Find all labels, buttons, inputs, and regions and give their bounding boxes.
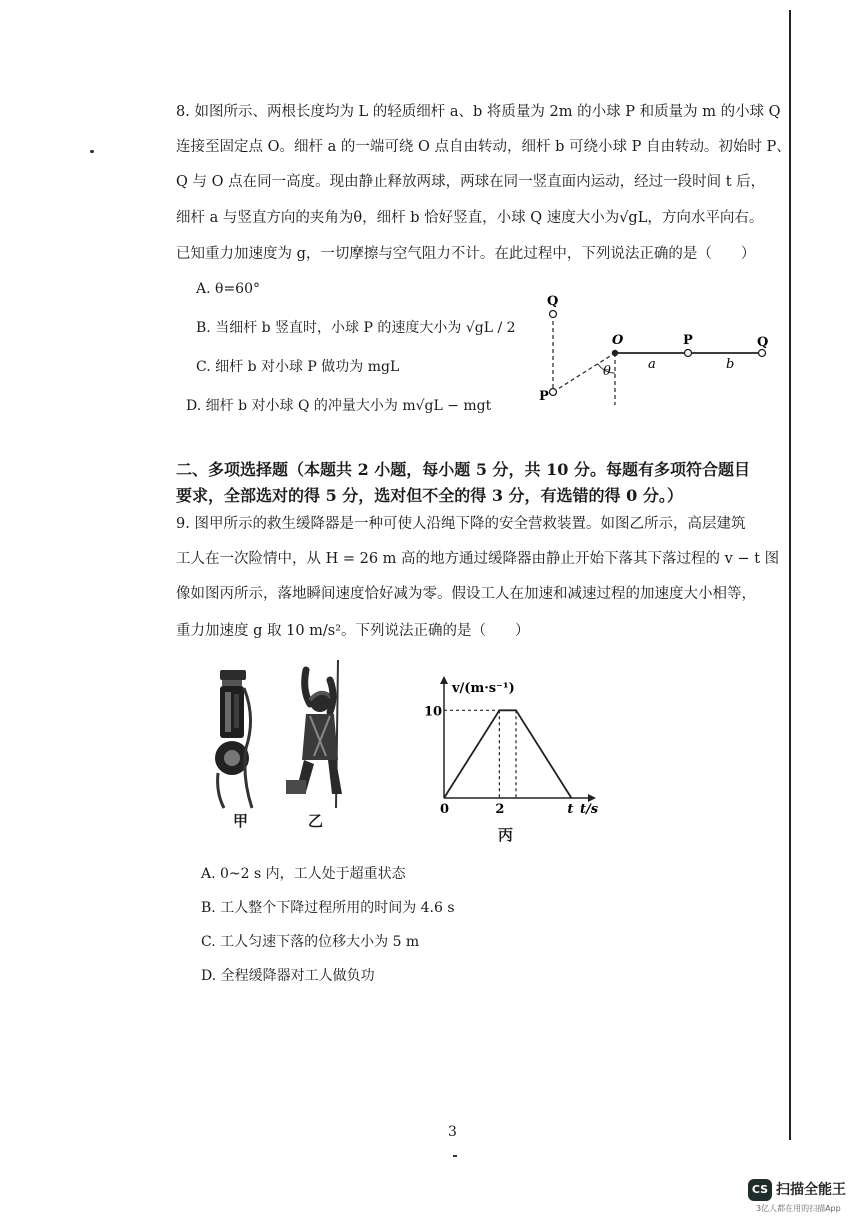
q9-option-d: D. 全程缓降器对工人做负功 <box>201 968 375 984</box>
q8-label-q-top: Q <box>547 294 559 309</box>
q8-line-2: 连接至固定点 O。细杆 a 的一端可绕 O 点自由转动，细杆 b 可绕小球 P 自由转动。初始时 P、 <box>176 139 791 155</box>
rescue-descender-photo <box>212 668 262 810</box>
page-mark <box>453 1155 457 1157</box>
q8-label-q-right: Q <box>757 335 769 350</box>
q8-line-3: Q 与 O 点在同一高度。现由静止释放两球，两球在同一竖直面内运动，经过一段时间 t 后， <box>176 174 766 190</box>
q9-line-4: 重力加速度 g 取 10 m/s²。下列说法正确的是（ ） <box>176 623 530 639</box>
vt-graph <box>400 668 610 828</box>
q8-option-a: A. θ=60° <box>196 281 260 297</box>
q9-option-c: C. 工人匀速下落的位移大小为 5 m <box>201 934 420 950</box>
scanner-watermark <box>748 1177 858 1217</box>
q8-ball-p-low <box>550 389 557 396</box>
page-number: 3 <box>448 1124 457 1140</box>
q8-ball-q-top <box>550 311 557 318</box>
q8-option-c: C. 细杆 b 对小球 P 做功为 mgL <box>196 359 400 375</box>
q8-line-5: 已知重力加速度为 g，一切摩擦与空气阻力不计。在此过程中，下列说法正确的是（ ） <box>176 246 756 262</box>
q8-ball-q-right <box>759 350 766 357</box>
q8-option-d: D. 细杆 b 对小球 Q 的冲量大小为 m√gL − mgt <box>186 398 492 414</box>
q8-rod-figure <box>530 290 780 420</box>
q9-option-a: A. 0~2 s 内，工人处于超重状态 <box>201 866 406 882</box>
q8-label-rod-a: a <box>648 357 656 372</box>
y-axis-arrow <box>440 676 448 684</box>
vt-x-tick-label: t <box>567 802 574 817</box>
q9-line-1: 9. 图甲所示的救生缓降器是一种可使人沿绳下降的安全营救装置。如图乙所示，高层建筑 <box>176 516 746 532</box>
scan-edge-line <box>789 10 791 1140</box>
x-axis-arrow <box>588 794 596 802</box>
q9-line-3: 像如图丙所示，落地瞬间速度恰好减为零。假设工人在加速和减速过程的加速度大小相等， <box>176 586 756 602</box>
q9-option-b: B. 工人整个下降过程所用的时间为 4.6 s <box>201 900 455 916</box>
q8-label-p-low: P <box>539 389 549 404</box>
vt-x-tick-label: 2 <box>495 802 505 817</box>
watermark-subtitle: 3亿人都在用的扫描App <box>756 1204 841 1213</box>
vt-x-tick-label: 0 <box>440 802 450 817</box>
worker-descending-photo <box>280 660 350 808</box>
q8-option-b: B. 当细杆 b 竖直时，小球 P 的速度大小为 √gL / 2 <box>196 320 516 336</box>
q8-line-1: 8. 如图所示、两根长度均为 L 的轻质细杆 a、b 将质量为 2m 的小球 P 和质量为 m 的小球 Q <box>176 104 781 120</box>
q8-label-rod-b: b <box>726 357 735 372</box>
watermark-title: 扫描全能王 <box>776 1182 846 1198</box>
q8-label-theta: θ <box>603 364 611 379</box>
caption-jia: 甲 <box>233 812 249 830</box>
q8-label-p-mid: P <box>683 333 693 348</box>
q8-ball-p-mid <box>685 350 692 357</box>
section-2-heading-line-1: 二、多项选择题（本题共 2 小题，每小题 5 分，共 10 分。每题有多项符合题目 <box>176 460 750 479</box>
caption-yi: 乙 <box>308 812 324 830</box>
caption-bing: 丙 <box>498 826 514 844</box>
vt-series-line <box>444 710 571 798</box>
q8-label-o: O <box>612 333 624 348</box>
vt-y-tick-label: 10 <box>424 704 443 720</box>
camscanner-logo-icon: CS <box>748 1179 772 1201</box>
q8-pivot-o <box>612 350 618 356</box>
q8-line-4: 细杆 a 与竖直方向的夹角为θ，细杆 b 恰好竖直，小球 Q 速度大小为√gL，方向水平向右。 <box>176 210 764 226</box>
q9-line-2: 工人在一次险情中，从 H = 26 m 高的地方通过缓降器由静止开始下落其下落过程的 v − t 图 <box>176 551 780 567</box>
scan-speck <box>90 150 94 153</box>
section-2-heading-line-2: 要求，全部选对的得 5 分，选对但不全的得 3 分，有选错的得 0 分。） <box>176 486 683 505</box>
x-axis-label: t/s <box>580 802 599 817</box>
y-axis-label: v/(m·s⁻¹) <box>452 681 515 696</box>
